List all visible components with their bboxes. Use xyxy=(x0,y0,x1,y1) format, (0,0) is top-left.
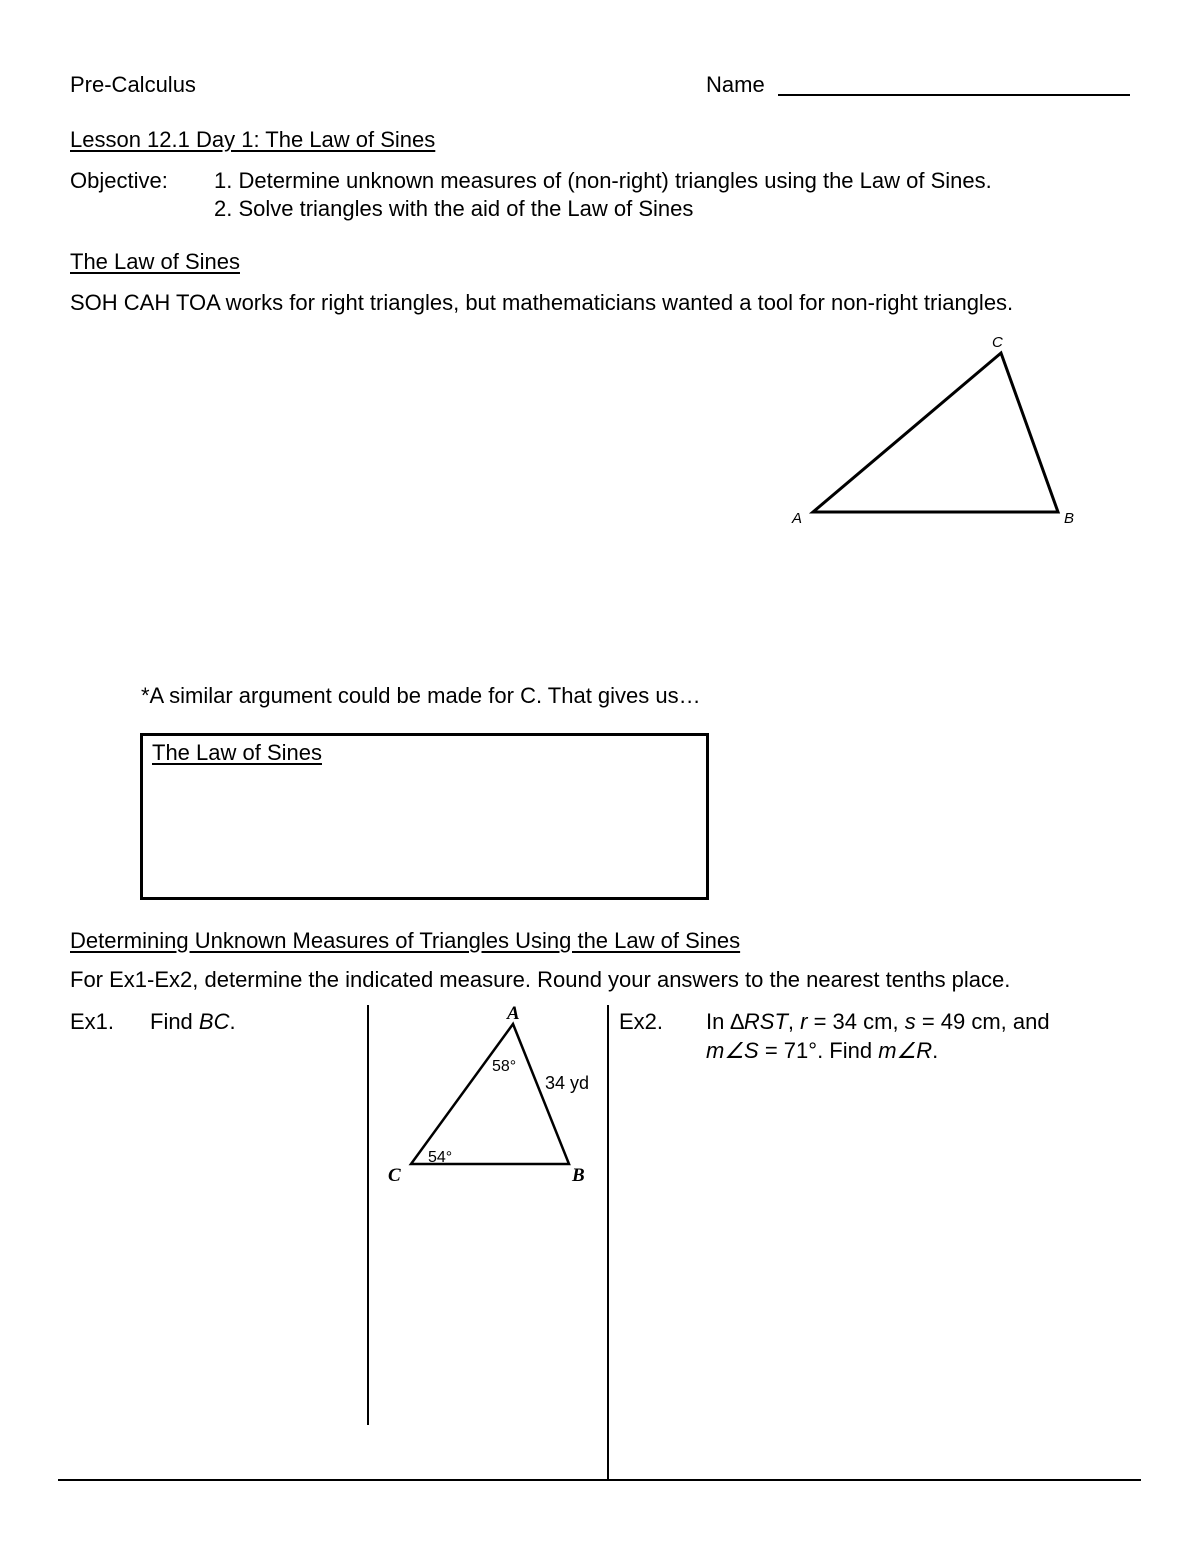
course-title: Pre-Calculus xyxy=(70,72,196,97)
ex2-text-r-value: = 34 cm, xyxy=(807,1009,905,1034)
ex1-triangle-diagram xyxy=(380,998,605,1188)
ex2-text-s-value: = 49 cm, and xyxy=(915,1009,1050,1034)
vertex-label-c: C xyxy=(992,334,1003,351)
determining-instructions: For Ex1-Ex2, determine the indicated measure. Round your answers to the nearest tenths place. xyxy=(70,967,1011,992)
law-of-sines-intro: SOH CAH TOA works for right triangles, but mathematicians wanted a tool for non-right triangles. xyxy=(70,290,1014,315)
ex1-vertex-b: B xyxy=(572,1165,585,1186)
ex1-vertex-c: C xyxy=(388,1165,401,1186)
ex2-var-angle-s: m∠S xyxy=(706,1038,759,1063)
ex2-var-s: s xyxy=(904,1009,916,1034)
triangle-abc-diagram xyxy=(780,330,1090,535)
ex2-var-r: r xyxy=(800,1009,808,1034)
ex1-vertex-a: A xyxy=(507,1003,520,1024)
ex1-angle-a-label: 58° xyxy=(492,1058,517,1075)
objective-item-2: 2. Solve triangles with the aid of the Law of Sines xyxy=(214,196,694,221)
ex1-angle-c-label: 54° xyxy=(428,1149,453,1166)
triangle-abc xyxy=(813,353,1058,512)
ex1-triangle xyxy=(411,1024,569,1164)
law-of-sines-box xyxy=(140,733,709,900)
law-of-sines-box-title: The Law of Sines xyxy=(152,740,322,765)
ex2-var-rst: RST xyxy=(743,1009,788,1034)
ex1-prompt-variable: BC xyxy=(198,1009,230,1034)
ex1-column-divider xyxy=(367,1005,369,1425)
ex1-label: Ex1. xyxy=(70,1009,115,1034)
bottom-rule xyxy=(58,1479,1141,1481)
ex2-column-divider xyxy=(607,1005,609,1479)
objective-label: Objective: xyxy=(70,168,168,193)
ex2-var-angle-r: m∠R xyxy=(878,1038,933,1063)
vertex-label-a: A xyxy=(792,510,803,527)
lesson-title: Lesson 12.1 Day 1: The Law of Sines xyxy=(70,127,436,152)
ex1-prompt xyxy=(150,1009,236,1035)
similar-argument-note: *A similar argument could be made for C. That gives us… xyxy=(141,683,701,708)
name-blank-line xyxy=(778,94,1130,96)
determining-heading: Determining Unknown Measures of Triangles Using the Law of Sines xyxy=(70,928,741,953)
ex2-label: Ex2. xyxy=(619,1009,664,1034)
law-of-sines-heading: The Law of Sines xyxy=(70,249,240,274)
name-label: Name xyxy=(706,72,765,97)
ex2-text-comma: , xyxy=(787,1009,801,1034)
ex2-text-angle-value: = 71°. Find xyxy=(758,1038,879,1063)
ex2-prompt-line-1 xyxy=(706,1009,1050,1035)
ex1-prompt-period: . xyxy=(229,1009,236,1034)
ex2-prompt-line-2 xyxy=(706,1038,938,1064)
vertex-label-b: B xyxy=(1064,510,1075,527)
objective-item-1: 1. Determine unknown measures of (non-right) triangles using the Law of Sines. xyxy=(214,168,992,193)
ex2-text-in: In ∆ xyxy=(706,1009,744,1034)
ex2-text-period: . xyxy=(932,1038,939,1063)
ex1-prompt-text: Find xyxy=(150,1009,199,1034)
ex1-side-ab-label: 34 yd xyxy=(545,1073,590,1093)
